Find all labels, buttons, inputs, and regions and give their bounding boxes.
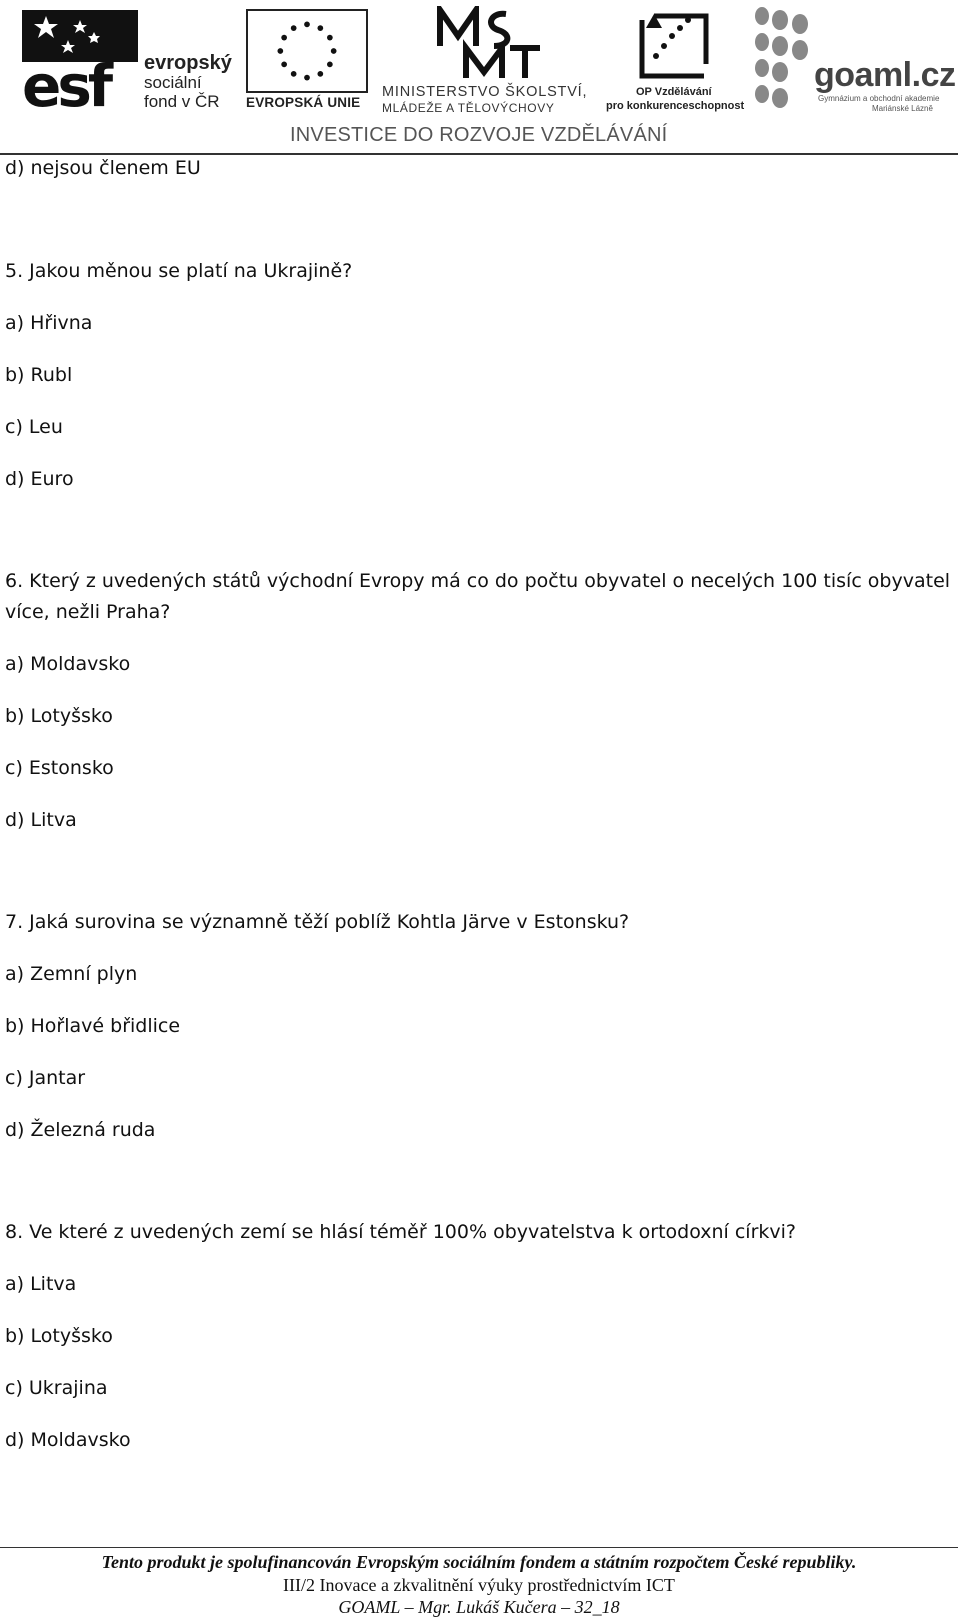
goaml-sub1: Gymnázium a obchodní akademie <box>818 94 940 103</box>
answer-5b: b) Rubl <box>5 364 73 386</box>
svg-text:esf: esf <box>22 52 110 108</box>
page-header <box>0 0 960 160</box>
answer-8d: d) Moldavsko <box>5 1429 131 1451</box>
msmt-line2: MLÁDEŽE A TĚLOVÝCHOVY <box>382 101 555 115</box>
answer-6b: b) Lotyšsko <box>5 705 113 727</box>
question-6-cont: více, nežli Praha? <box>5 601 171 623</box>
footer-project-line: III/2 Inovace a zkvalitnění výuky prostřednictvím ICT <box>283 1575 675 1595</box>
eu-logo <box>246 9 370 111</box>
header-tagline: INVESTICE DO ROZVOJE VZDĚLÁVÁNÍ <box>290 124 668 146</box>
msmt-mark-icon <box>436 6 542 80</box>
esf-logo <box>22 10 232 110</box>
answer-8b: b) Lotyšsko <box>5 1325 113 1347</box>
esf-line1: evropský <box>144 52 232 74</box>
op-line2: pro konkurenceschopnost <box>606 100 745 112</box>
answer-5d: d) Euro <box>5 468 74 490</box>
goaml-sub2: Mariánské Lázně <box>872 104 933 113</box>
esf-line3: fond v ČR <box>144 92 220 111</box>
question-8: 8. Ve které z uvedených zemí se hlásí téměř 100% obyvatelstva k ortodoxní církvi? <box>5 1221 796 1243</box>
answer-7a: a) Zemní plyn <box>5 963 138 985</box>
answer-4d: d) nejsou členem EU <box>5 157 201 179</box>
header-divider <box>0 153 958 155</box>
answer-7d: d) Železná ruda <box>5 1119 156 1141</box>
footer-author-line: GOAML – Mgr. Lukáš Kučera – 32_18 <box>338 1597 620 1617</box>
goaml-logo <box>752 6 956 113</box>
eu-label: EVROPSKÁ UNIE <box>246 95 361 110</box>
question-7: 7. Jaká surovina se významně těží poblíž Kohtla Järve v Estonsku? <box>5 911 630 933</box>
footer-divider <box>0 1547 958 1548</box>
msmt-line1: MINISTERSTVO ŠKOLSTVÍ, <box>382 84 588 100</box>
esf-mark-icon <box>22 10 138 108</box>
answer-5c: c) Leu <box>5 416 63 438</box>
answer-8a: a) Litva <box>5 1273 77 1295</box>
answer-8c: c) Ukrajina <box>5 1377 108 1399</box>
footer-funding-note: Tento produkt je spolufinancován Evropským sociálním fondem a státním rozpočtem České republiky. <box>101 1552 857 1572</box>
answer-6d: d) Litva <box>5 809 77 831</box>
esf-line2: sociální <box>144 73 202 92</box>
op-mark-icon <box>634 6 718 84</box>
goaml-name: goaml.cz <box>814 56 956 94</box>
question-5: 5. Jakou měnou se platí na Ukrajině? <box>5 260 353 282</box>
answer-6a: a) Moldavsko <box>5 653 131 675</box>
answer-6c: c) Estonsko <box>5 757 114 779</box>
msmt-logo <box>382 6 598 114</box>
answer-7b: b) Hořlavé břidlice <box>5 1015 181 1037</box>
question-6: 6. Který z uvedených států východní Evropy má co do počtu obyvatel o necelých 100 tisíc obyvatel <box>5 570 951 592</box>
answer-5a: a) Hřivna <box>5 312 93 334</box>
op-line1: OP Vzdělávání <box>636 86 712 98</box>
answer-7c: c) Jantar <box>5 1067 86 1089</box>
eu-flag-icon <box>246 9 368 93</box>
op-logo <box>606 6 746 114</box>
